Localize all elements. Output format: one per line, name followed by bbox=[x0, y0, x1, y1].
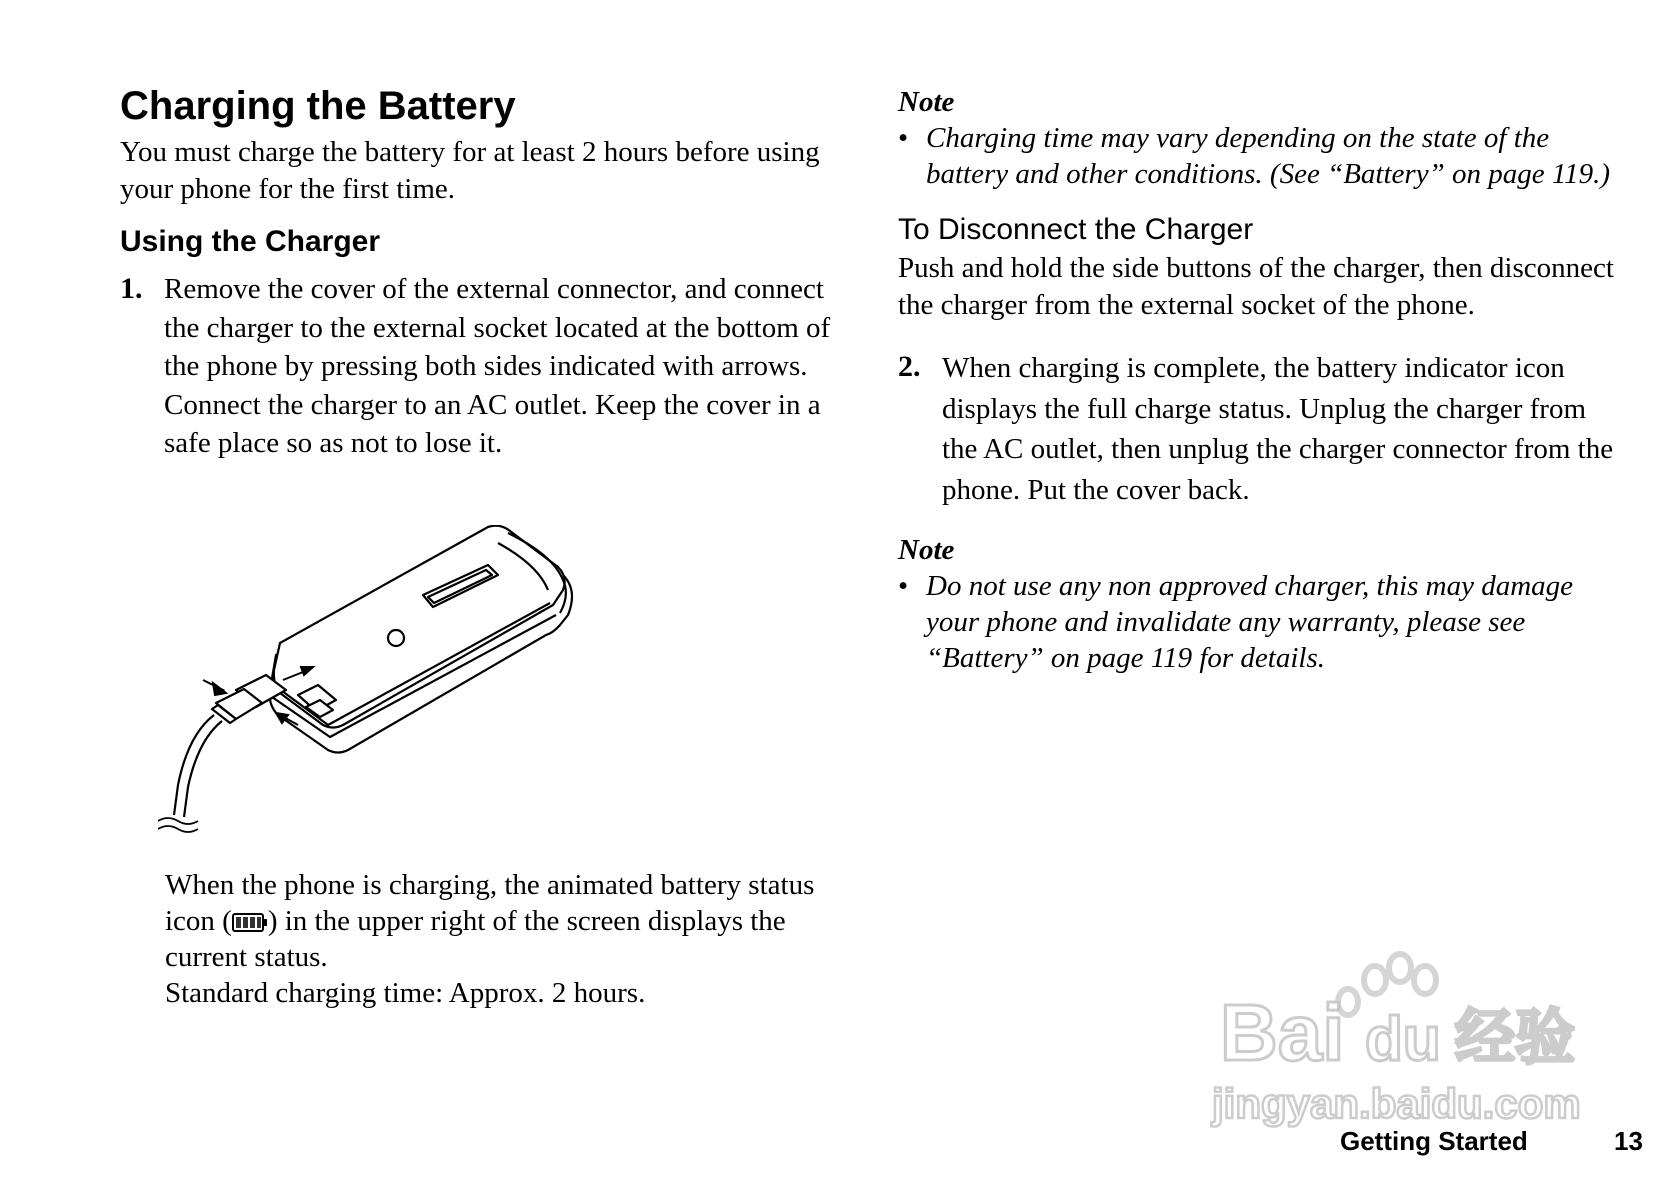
step-2-number: 2. bbox=[898, 350, 921, 383]
svg-text:jingyan.baidu.com: jingyan.baidu.com bbox=[1212, 1080, 1581, 1127]
disconnect-text: Push and hold the side buttons of the charger, then disconnect the charger from the external socket of the phone. bbox=[898, 252, 1614, 321]
note-2-text: Do not use any non approved charger, this may damage your phone and invalidate any warranty, please see “Battery” on page 119 for details. bbox=[926, 570, 1574, 674]
note-2 bbox=[898, 532, 1618, 676]
page-number: 13 bbox=[1614, 1126, 1643, 1156]
step-2 bbox=[898, 348, 1618, 510]
note-1 bbox=[898, 84, 1618, 192]
baidu-jingyan-watermark bbox=[1200, 950, 1600, 1140]
step-1-text: Remove the cover of the external connector, and connect the charger to the external socket located at the bottom of the phone by pressing both sides indicated with arrows. Connect the charger to an AC outlet. Keep the cover in a safe place so as not to lose it. bbox=[164, 273, 831, 459]
intro-paragraph: You must charge the battery for at least 2 hours before using your phone for the first time. bbox=[120, 136, 820, 205]
bullet-dot: • bbox=[898, 122, 909, 154]
phone-charger-illustration bbox=[158, 525, 638, 865]
section-heading-disconnect: To Disconnect the Charger bbox=[898, 213, 1254, 246]
charging-status-text-before: When the phone is charging, the animated battery status icon ( bbox=[165, 869, 815, 937]
standard-charging-time: Standard charging time: Approx. 2 hours. bbox=[165, 977, 646, 1009]
note-1-title: Note bbox=[898, 86, 955, 118]
page-title: Charging the Battery bbox=[120, 84, 516, 128]
note-2-title: Note bbox=[898, 534, 955, 566]
section-heading-using-charger: Using the Charger bbox=[120, 225, 381, 258]
charging-status-text-after: ) in the upper right of the screen displays the current status. bbox=[165, 905, 786, 973]
step-1 bbox=[120, 270, 840, 463]
step-1-number: 1. bbox=[120, 272, 143, 305]
note-1-text: Charging time may vary depending on the state of the battery and other conditions. (See “Battery” on page 119.) bbox=[926, 122, 1611, 190]
note-1-bullet bbox=[898, 120, 1618, 192]
left-column bbox=[120, 78, 840, 463]
footer-section-title: Getting Started bbox=[1340, 1126, 1528, 1156]
bullet-dot: • bbox=[898, 570, 909, 602]
svg-text:du: du bbox=[1365, 1005, 1441, 1074]
charging-status-note bbox=[165, 867, 845, 1011]
step-2-text: When charging is complete, the battery indicator icon displays the full charge status. Unplug the charger from the AC outlet, then unplug the charger connector from the phone. Put the cover back. bbox=[942, 352, 1614, 506]
svg-text:经验: 经验 bbox=[1455, 1004, 1575, 1071]
svg-text:Bai: Bai bbox=[1220, 988, 1345, 1077]
charging-status-text bbox=[165, 867, 845, 975]
right-column bbox=[898, 84, 1618, 676]
note-2-bullet bbox=[898, 568, 1618, 676]
battery-status-icon bbox=[232, 910, 268, 934]
